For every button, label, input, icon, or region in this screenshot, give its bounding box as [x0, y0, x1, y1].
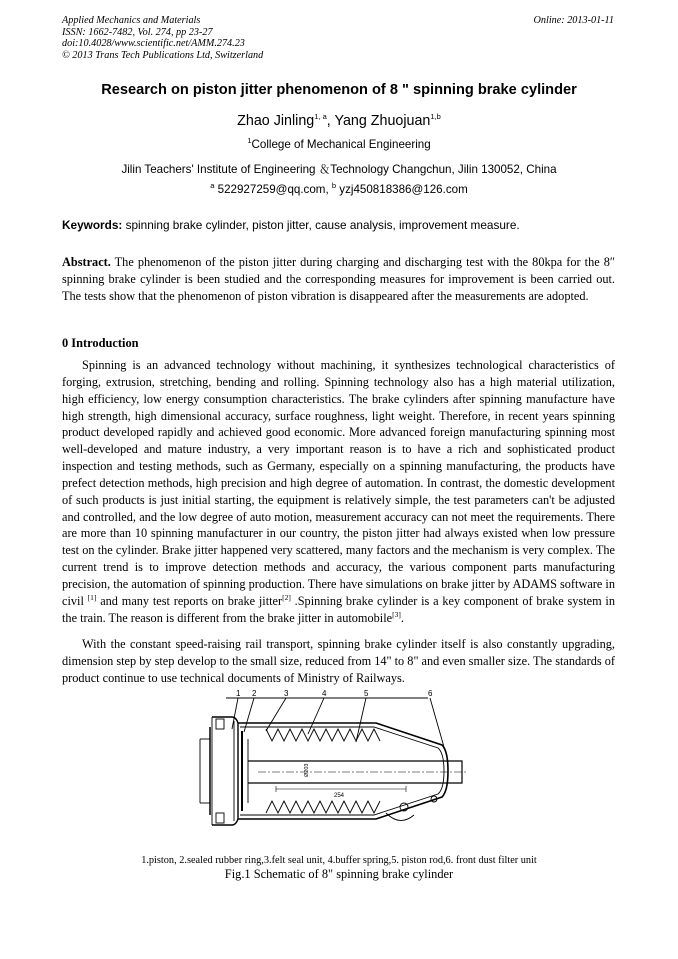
para1-part-d: .	[400, 610, 404, 625]
authors	[40, 113, 638, 129]
abstract-label: Abstract.	[62, 255, 111, 269]
para1-part-a: Spinning is an advanced technology without machining, it synthesizes technological characteristics of forging, extrusion, stretching, bending and rolling. Spinning technology also has a high material utilization, high efficiency, low energy consumption characteristics. The brake cylinders after spinning manufacture have high strength, high dimensional accuracy, surface roughness, light weight. Therefore, in recent years spinning product developed rapidly and achieved good economic. More advanced foreign manufacturing spinning most well-developed and mature industry, a very important reason is to have a rich and sophisticated product inspection and testing methods, such as Germany, especially on a spinning manufacturing, the products have prefect detection methods, high precision and high degree of automation. In contrast, the domestic development of such products is just initial starting, the equipment is relatively simple, the test parameters can't be adjusted and controlled, and the low degree of auto motion, measurement accuracy can not meet the requirements. There are more than 10 spinning manufacturer in our country, the piston jitter had always existed when low pressure test on the cylinder. Brake jitter happened very scattered, many factors and the mechanism is very complex. The current trend is to improve detection methods and accuracy, the various component parts manufacturing precision, the automation of spinning production. There have simulations on brake jitter by ADAMS software in civil	[62, 358, 615, 608]
paper-title: Research on piston jitter phenomenon of 8 " spinning brake cylinder	[101, 82, 577, 98]
journal-header	[62, 15, 263, 61]
affiliation-college: College of Mechanical Engineering	[251, 138, 431, 151]
intro-paragraph-2: With the constant speed-raising rail transport, spinning brake cylinder itself is also constantly upgrading, dimension step by step develop to the small size, reduced from 14" to 8" and even smaller size. The standards of product continue to use technical documents of Ministry of Railways.	[62, 637, 615, 685]
para1-part-b: and many test reports on brake jitter	[96, 593, 283, 608]
keywords-text: spinning brake cylinder, piston jitter, cause analysis, improvement measure.	[122, 218, 520, 232]
doi: doi:10.4028/www.scientific.net/AMM.274.23	[62, 38, 245, 50]
callout-1: 1	[236, 689, 241, 698]
citation-3[interactable]: [3]	[392, 609, 401, 619]
citation-1[interactable]: [1]	[87, 592, 97, 602]
author-1-sup: 1, a	[314, 112, 327, 122]
journal-name: Applied Mechanics and Materials	[62, 15, 201, 26]
affiliation-line-1	[40, 138, 638, 151]
author-2: Yang Zhuojuan	[334, 113, 431, 129]
email-a-sup: a	[210, 181, 215, 191]
figure-caption: Fig.1 Schematic of 8" spinning brake cylinder	[224, 867, 454, 881]
buffer-spring	[266, 729, 380, 813]
email-b-sup: b	[331, 181, 337, 191]
section-title: 0 Introduction	[62, 336, 139, 350]
callout-3: 3	[284, 689, 289, 698]
brake-cylinder-figure	[196, 687, 468, 849]
intro-paragraph-1	[62, 357, 615, 627]
issn: ISSN: 1662-7482, Vol. 274, pp 23-27	[62, 26, 213, 38]
para1-part-c: .Spinning brake cylinder is a key component of brake system in the train. The reason is different from the brake jitter in automobile	[62, 593, 615, 625]
email-line	[40, 183, 638, 196]
abstract-text: The phenomenon of the piston jitter during charging and discharging test with the 80kpa for the 8″ spinning brake cylinder is been studied and the corresponding measures for improvement is been carried out. The tests show that the phenomenon of piston vibration is disappeared after the measurements are adopted.	[62, 255, 615, 303]
callout-2: 2	[252, 689, 257, 698]
figure-legend: 1.piston, 2.sealed rubber ring,3.felt seal unit, 4.buffer spring,5. piston rod,6. front dust filter unit	[141, 855, 537, 866]
email-a: 522927259@qq.com,	[214, 183, 332, 196]
author-2-sup: 1,b	[430, 112, 441, 122]
diameter-label: Ø203	[304, 763, 310, 777]
dimension-label: 254	[334, 793, 345, 799]
callout-5: 5	[364, 689, 369, 698]
brake-cylinder-drawing	[196, 687, 468, 849]
citation-2[interactable]: [2]	[282, 592, 291, 602]
copyright: © 2013 Trans Tech Publications Ltd, Switzerland	[62, 49, 264, 61]
affiliation-sup: 1	[247, 136, 252, 146]
author-1: Zhao Jinling	[237, 113, 315, 129]
keywords	[62, 218, 520, 232]
affiliation-line-2: Jilin Teachers' Institute of Engineering ＆Technology Changchun, Jilin 130052, China	[121, 163, 557, 176]
online-date: Online: 2013-01-11	[533, 15, 614, 26]
callout-4: 4	[322, 689, 327, 698]
email-b: yzj450818386@126.com	[336, 183, 468, 196]
author-separator: ,	[326, 113, 335, 129]
callout-6: 6	[428, 689, 433, 698]
keywords-label: Keywords:	[62, 218, 123, 232]
abstract	[62, 254, 615, 305]
